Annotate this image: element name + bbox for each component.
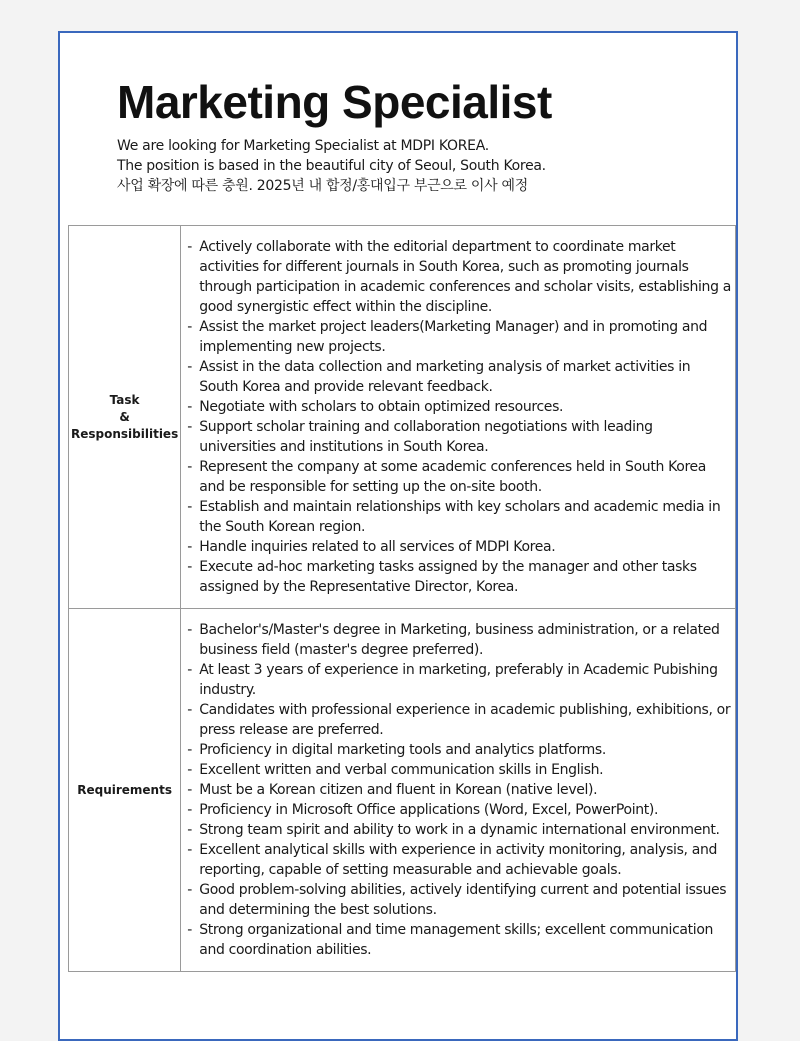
list-item: - Support scholar training and collaboration negotiations with leading universities and institutions in South Korea.	[187, 417, 731, 457]
list-item: - Establish and maintain relationships with key scholars and academic media in the South Korean region.	[187, 497, 731, 537]
list-item: - Negotiate with scholars to obtain optimized resources.	[187, 397, 731, 417]
intro-line: 사업 확장에 따른 충원. 2025년 내 합정/홍대입구 부근으로 이사 예정	[117, 178, 528, 194]
intro-line: We are looking for Marketing Specialist at MDPI KOREA.	[117, 138, 489, 154]
page-title: Marketing Specialist	[117, 76, 552, 128]
label-line: &	[119, 409, 130, 424]
intro-text	[117, 136, 546, 196]
list-item: - Assist the market project leaders(Marketing Manager) and in promoting and implementing new projects.	[187, 317, 731, 357]
label-line: Task	[109, 392, 140, 407]
section-content-requirements	[181, 609, 736, 972]
list-item: - Candidates with professional experience in academic publishing, exhibitions, or press release are preferred.	[187, 700, 731, 740]
section-content-tasks	[181, 226, 736, 609]
section-row-tasks	[69, 226, 736, 609]
list-item: - Handle inquiries related to all services of MDPI Korea.	[187, 537, 731, 557]
intro-line: The position is based in the beautiful city of Seoul, South Korea.	[117, 158, 546, 174]
list-item: - Strong team spirit and ability to work in a dynamic international environment.	[187, 820, 731, 840]
list-item: - At least 3 years of experience in marketing, preferably in Academic Pubishing industry.	[187, 660, 731, 700]
list-item: - Proficiency in digital marketing tools and analytics platforms.	[187, 740, 731, 760]
list-item: - Bachelor's/Master's degree in Marketing, business administration, or a related business field (master's degree preferred).	[187, 620, 731, 660]
section-label-requirements	[69, 609, 181, 972]
list-item: - Actively collaborate with the editorial department to coordinate market activities for different journals in South Korea, such as promoting journals through participation in academic conferences and scholar visits, establishing a good synergistic effect within the discipline.	[187, 237, 731, 317]
label-line: Requirements	[77, 782, 172, 797]
list-item: - Excellent analytical skills with experience in activity monitoring, analysis, and reporting, capable of setting measurable and achievable goals.	[187, 840, 731, 880]
section-row-requirements	[69, 609, 736, 972]
requirements-list	[187, 620, 731, 960]
list-item: - Execute ad-hoc marketing tasks assigned by the manager and other tasks assigned by the Representative Director, Korea.	[187, 557, 731, 597]
list-item: - Strong organizational and time management skills; excellent communication and coordination abilities.	[187, 920, 731, 960]
list-item: - Good problem-solving abilities, actively identifying current and potential issues and determining the best solutions.	[187, 880, 731, 920]
job-posting-card	[58, 31, 738, 1041]
list-item: - Proficiency in Microsoft Office applications (Word, Excel, PowerPoint).	[187, 800, 731, 820]
list-item: - Represent the company at some academic conferences held in South Korea and be responsible for setting up the on-site booth.	[187, 457, 731, 497]
task-list	[187, 237, 731, 597]
list-item: - Must be a Korean citizen and fluent in Korean (native level).	[187, 780, 731, 800]
list-item: - Assist in the data collection and marketing analysis of market activities in South Korea and provide relevant feedback.	[187, 357, 731, 397]
job-details-table	[68, 225, 736, 972]
label-line: Responsibilities	[71, 426, 179, 441]
list-item: - Excellent written and verbal communication skills in English.	[187, 760, 731, 780]
section-label-tasks	[69, 226, 181, 609]
